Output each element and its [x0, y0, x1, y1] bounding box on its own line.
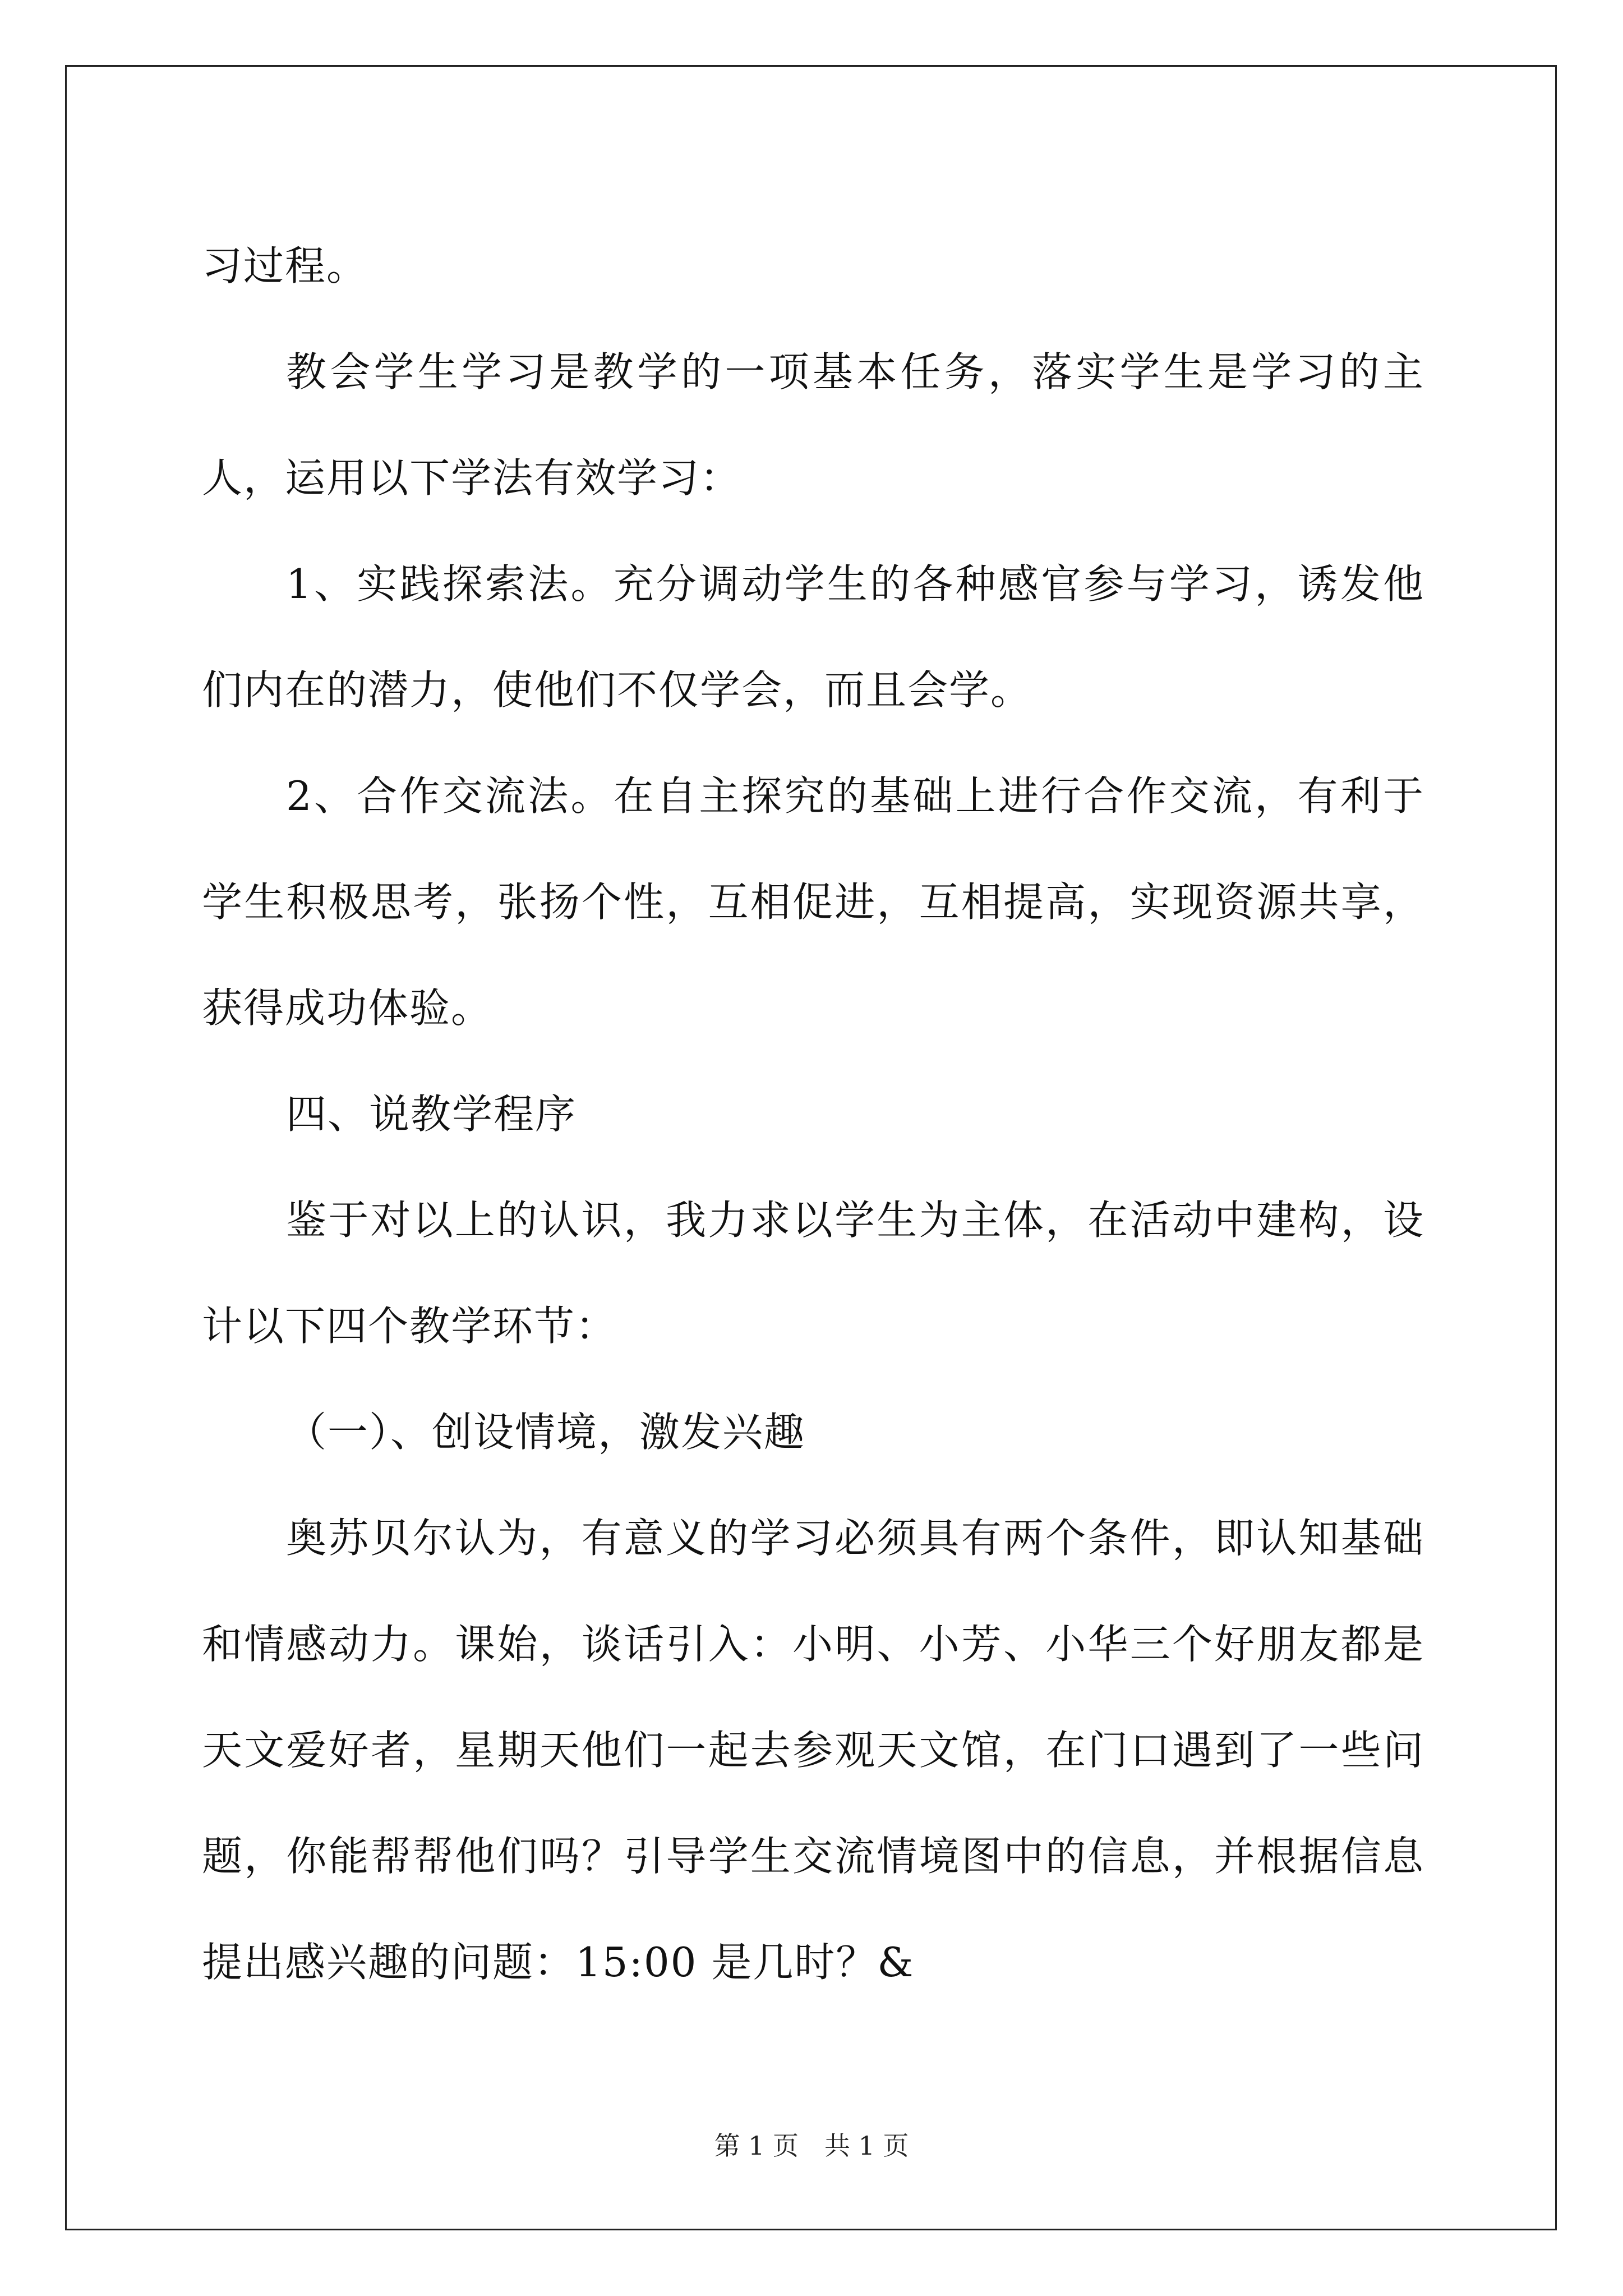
paragraph: 教会学生学习是教学的一项基本任务，落实学生是学习的主人，运用以下学法有效学习：	[202, 348, 1424, 501]
subsection-heading: （一）、创设情境，激发兴趣	[286, 1409, 806, 1456]
paragraph: 习过程。	[202, 242, 368, 289]
document-body	[202, 213, 1424, 2016]
paragraph: 2、合作交流法。在自主探究的基础上进行合作交流，有利于学生积极思考，张扬个性，互相促进，互相提高，实现资源共享，获得成功体验。	[202, 772, 1424, 1032]
page-footer: 第 1 页 共 1 页	[714, 2131, 909, 2161]
paragraph: 鉴于对以上的认识，我力求以学生为主体，在活动中建构，设计以下四个教学环节：	[202, 1197, 1424, 1350]
section-heading: 四、说教学程序	[286, 1091, 577, 1138]
paragraph: 奥苏贝尔认为，有意义的学习必须具有两个条件，即认知基础和情感动力。课始，谈话引入：小明、小芳、小华三个好朋友都是天文爱好者，星期天他们一起去参观天文馆，在门口遇到了一些问题，你能帮帮他们吗？引导学生交流情境图中的信息，并根据信息提出感兴趣的问题：15:00 是几时？&	[202, 1515, 1424, 1986]
paragraph: 1、实践探索法。充分调动学生的各种感官参与学习，诱发他们内在的潜力，使他们不仅学会，而且会学。	[202, 560, 1424, 714]
